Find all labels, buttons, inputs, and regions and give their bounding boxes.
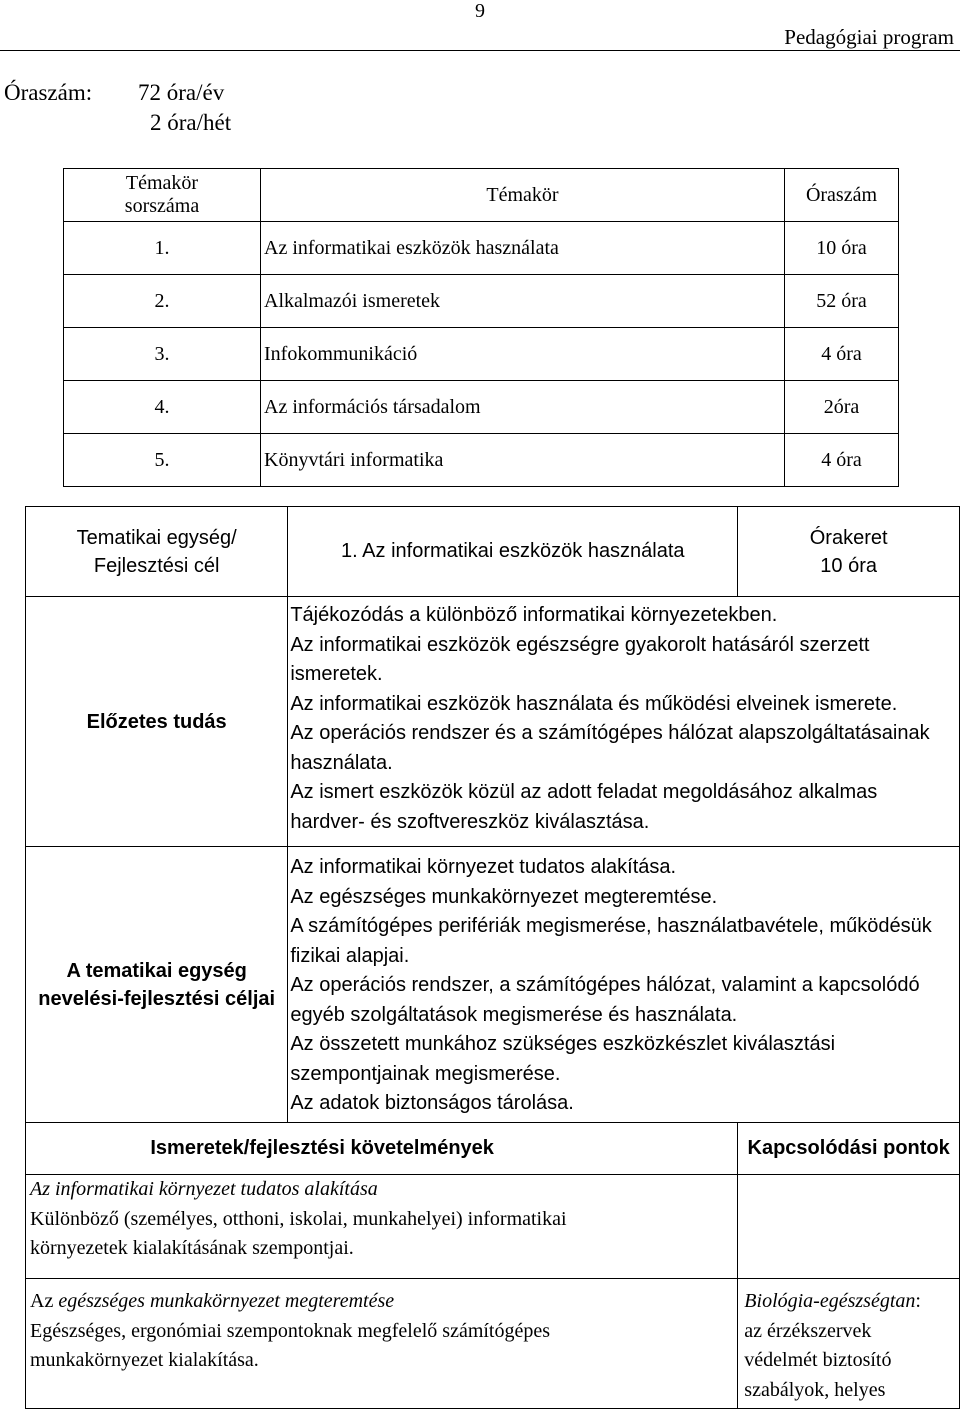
goals-label-line: A tematikai egység <box>66 959 247 982</box>
header-number-line: Témakör <box>125 172 199 194</box>
topic-name: Az információs társadalom <box>261 381 785 434</box>
topic-name: Alkalmazói ismeretek <box>261 275 785 328</box>
topics-header-number <box>64 169 261 222</box>
table-row <box>64 275 899 328</box>
topic-hours: 10 óra <box>785 222 899 275</box>
link-title-text: Biológia-egészségtan <box>744 1290 916 1312</box>
links-cell-2 <box>738 1279 960 1409</box>
requirements-header: Ismeretek/fejlesztési követelmények <box>26 1123 738 1175</box>
time-frame-label: Órakeret <box>809 526 888 549</box>
header-divider <box>0 50 960 51</box>
section-2-line: Egészséges, ergonómiai szempontoknak megfelelő számítógépes <box>30 1319 551 1342</box>
topic-hours: 4 óra <box>785 434 899 487</box>
unit-header-left-line: Tematikai egység/ <box>76 526 237 549</box>
unit-header-left <box>26 507 288 597</box>
prior-line: Az informatikai eszközök egészségre gyakorolt hatásáról szerzett <box>290 633 870 656</box>
prior-line: Az ismert eszközök közül az adott feladat megoldásához alkalmas <box>290 781 878 803</box>
topic-number: 4. <box>64 381 261 434</box>
program-title: Pedagógiai program <box>784 25 954 49</box>
hours-per-week: 2 óra/hét <box>150 110 232 135</box>
requirements-row-1 <box>26 1175 960 1279</box>
unit-header-left-line: Fejlesztési cél <box>93 554 220 577</box>
topic-name: Könyvtári informatika <box>261 434 785 487</box>
topic-number: 2. <box>64 275 261 328</box>
section-2-line: munkakörnyezet kialakítása. <box>30 1349 259 1371</box>
prior-line: hardver- és szoftvereszköz kiválasztása. <box>290 810 650 833</box>
time-frame <box>738 507 960 597</box>
page-number: 9 <box>475 0 485 22</box>
goal-line: Az informatikai környezet tudatos alakítása. <box>290 856 677 878</box>
goal-line: A számítógépes perifériák megismerése, használatbavétele, működésük <box>290 915 932 937</box>
link-line: az érzékszervek <box>744 1319 872 1342</box>
topics-table <box>63 168 899 487</box>
prior-knowledge-row <box>26 597 960 847</box>
prior-line: Az informatikai eszközök használata és működési elveinek ismerete. <box>290 692 898 715</box>
topics-header-row <box>64 169 899 222</box>
time-frame-value: 10 óra <box>820 554 877 577</box>
prior-knowledge-label: Előzetes tudás <box>26 597 288 847</box>
hours-label: Óraszám: <box>4 80 93 105</box>
goal-line: Az operációs rendszer, a számítógépes hálózat, valamint a kapcsolódó <box>290 974 920 996</box>
prior-line: Tájékozódás a különböző informatikai környezetekben. <box>290 604 778 626</box>
topic-number: 3. <box>64 328 261 381</box>
goals-content <box>288 847 960 1123</box>
link-line: szabályok, helyes <box>744 1378 886 1401</box>
unit-table <box>25 506 960 1409</box>
section-2-title-prefix: Az <box>30 1290 59 1312</box>
table-row <box>64 222 899 275</box>
link-title-colon: : <box>915 1290 921 1312</box>
topic-hours: 52 óra <box>785 275 899 328</box>
topics-header-topic: Témakör <box>261 169 785 222</box>
requirements-section-2 <box>26 1279 738 1409</box>
goal-line: fizikai alapjai. <box>290 944 410 967</box>
goal-line: egyéb szolgáltatások megismerése és használata. <box>290 1003 738 1026</box>
links-cell-1 <box>738 1175 960 1279</box>
section-1-line: Különböző (személyes, otthoni, iskolai, munkahelyei) informatikai <box>30 1207 567 1230</box>
goal-line: szempontjainak megismerése. <box>290 1062 561 1085</box>
requirements-section-1 <box>26 1175 738 1279</box>
goals-label <box>26 847 288 1123</box>
unit-title: 1. Az informatikai eszközök használata <box>288 507 738 597</box>
goals-row <box>26 847 960 1123</box>
unit-header-row <box>26 507 960 597</box>
section-2-title-rest: egészséges munkakörnyezet megteremtése <box>58 1290 395 1312</box>
table-row <box>64 434 899 487</box>
link-line: védelmét biztosító <box>744 1349 892 1371</box>
topic-name: Infokommunikáció <box>261 328 785 381</box>
topics-header-hours: Óraszám <box>785 169 899 222</box>
link-title <box>744 1287 959 1317</box>
table-row <box>64 328 899 381</box>
prior-line: ismeretek. <box>290 663 383 685</box>
topic-number: 5. <box>64 434 261 487</box>
prior-knowledge-content <box>288 597 960 847</box>
requirements-row-2 <box>26 1279 960 1409</box>
hours-per-year: 72 óra/év <box>138 80 225 105</box>
prior-line: Az operációs rendszer és a számítógépes hálózat alapszolgáltatásainak <box>290 722 930 744</box>
goals-label-line: nevelési-fejlesztési céljai <box>38 987 276 1010</box>
goal-line: Az egészséges munkakörnyezet megteremtése. <box>290 885 718 908</box>
goal-line: Az adatok biztonságos tárolása. <box>290 1092 574 1114</box>
links-header: Kapcsolódási pontok <box>738 1123 960 1175</box>
section-2-title <box>30 1287 737 1317</box>
section-1-line: környezetek kialakításának szempontjai. <box>30 1237 354 1259</box>
table-row <box>64 381 899 434</box>
requirements-header-row <box>26 1123 960 1175</box>
topic-hours: 4 óra <box>785 328 899 381</box>
header-number-line: sorszáma <box>124 195 200 217</box>
topic-number: 1. <box>64 222 261 275</box>
goal-line: Az összetett munkához szükséges eszközkészlet kiválasztási <box>290 1033 836 1055</box>
prior-line: használata. <box>290 751 393 774</box>
section-1-title: Az informatikai környezet tudatos alakítása <box>30 1178 378 1200</box>
topic-name: Az informatikai eszközök használata <box>261 222 785 275</box>
topic-hours: 2óra <box>785 381 899 434</box>
